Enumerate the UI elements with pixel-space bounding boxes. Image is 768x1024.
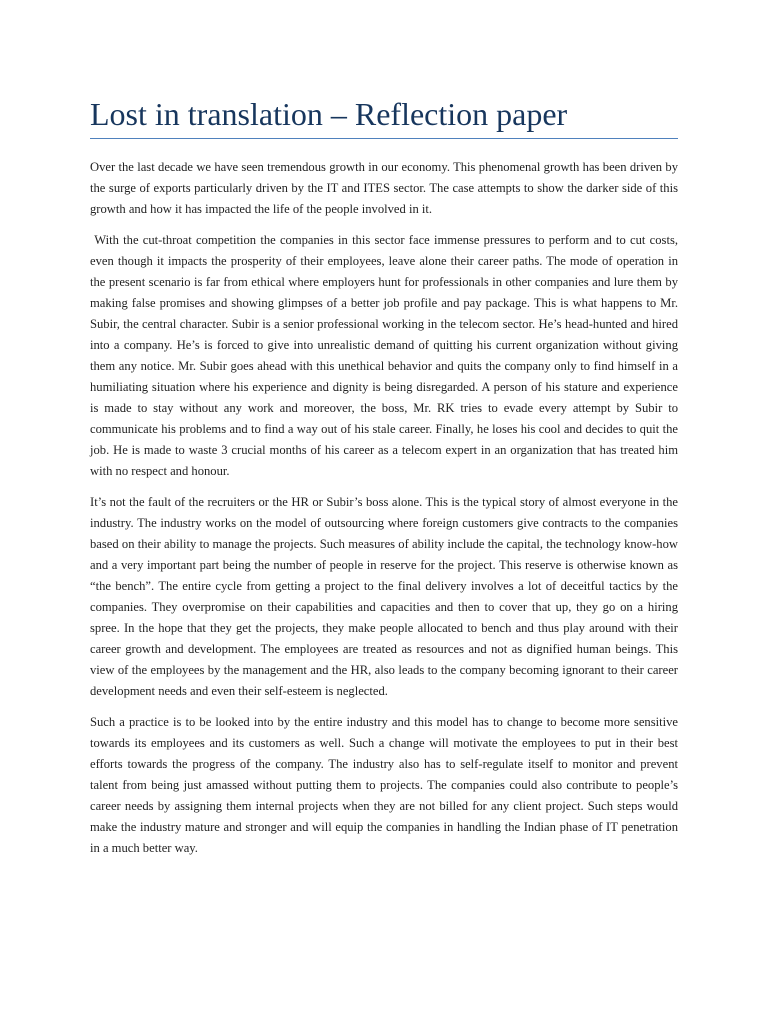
paragraph-industry-model: It’s not the fault of the recruiters or the HR or Subir’s boss alone. This is the typical story of almost everyone in the industry. The industry works on the model of outsourcing where foreign customers give contracts to the companies based on their ability to manage the projects. Such measures of ability include the capital, the technology know-how and a very important part being the number of people in reserve for the project. This reserve is otherwise known as “the bench”. The entire cycle from getting a project to the final delivery involves a lot of deceitful tactics by the companies. They overpromise on their capabilities and capacities and then to cover that up, they go on a hiring spree. In the hope that they get the projects, they make people allocated to bench and thus play around with their career growth and development. The employees are treated as resources and not as dignified human beings. This view of the employees by the management and the HR, also leads to the company becoming ignorant to their career development needs and even their self-esteem is neglected. [90,495,678,698]
paragraph-subir-story: With the cut-throat competition the companies in this sector face immense pressures to perform and to cut costs, even though it impacts the prosperity of their employees, leave alone their career paths. The mode of operation in the present scenario is far from ethical where employers hunt for professionals in other companies and lure them by making false promises and showing glimpses of a better job profile and pay package. This is what happens to Mr. Subir, the central character. Subir is a senior professional working in the telecom sector. He’s head-hunted and hired into a company. He’s is forced to give into unrealistic demand of quitting his current organization without giving them any notice. Mr. Subir goes ahead with this unethical behavior and quits the company only to find himself in a humiliating situation where his experience and dignity is being disregarded. A person of his stature and experience is made to stay without any work and moreover, the boss, Mr. RK tries to evade every attempt by Subir to communicate his problems and to find a way out of his stale career. Finally, he loses his cool and decides to quit the job. He is made to waste 3 crucial months of his career as a telecom expert in an organization that has treated him with no respect and honour. [90,233,682,478]
title-underline [90,138,678,139]
document-body [90,157,682,859]
page-title: Lost in translation – Reflection paper [90,96,568,132]
paragraph-intro: Over the last decade we have seen tremendous growth in our economy. This phenomenal growth has been driven by the surge of exports particularly driven by the IT and ITES sector. The case attempts to show the darker side of this growth and how it has impacted the life of the people involved in it. [90,160,678,216]
paragraph-conclusion: Such a practice is to be looked into by the entire industry and this model has to change to become more sensitive towards its employees and its customers as well. Such a change will motivate the employees to put in their best efforts towards the progress of the company. The industry also has to self-regulate itself to monitor and prevent talent from being just amassed without putting them to projects. The companies could also contribute to people’s career needs by assigning them internal projects when they are not billed for any client project. Such steps would make the industry mature and stronger and will equip the companies in handling the Indian phase of IT penetration in a much better way. [90,715,678,855]
